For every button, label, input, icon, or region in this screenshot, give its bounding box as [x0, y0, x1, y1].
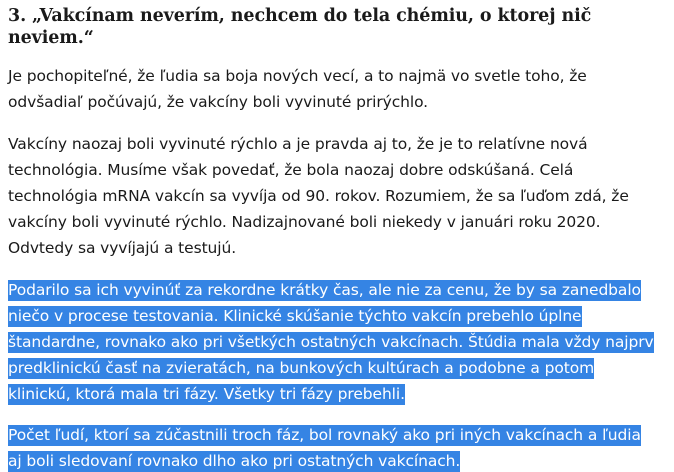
text-line: technológia. Musíme však povedať, že bola naozaj dobre odskúšaná. Celá [8, 161, 574, 179]
text-line: odvšadiaľ počúvajú, že vakcíny boli vyvinuté prirýchlo. [8, 93, 429, 111]
selected-text-line[interactable]: predklinickú časť na zvieratách, na bunkových kultúrach a podobne a potom [8, 359, 595, 377]
selected-text-line[interactable]: Počet ľudí, ktorí sa zúčastnili troch fáz, bol rovnaký ako pri iných vakcínach a ľudia [8, 426, 641, 444]
text-line: Je pochopiteľné, že ľudia sa boja nových vecí, a to najmä vo svetle toho, že [8, 67, 587, 85]
text-line: Vakcíny naozaj boli vyvinuté rýchlo a je pravda aj to, že je to relatívne nová [8, 135, 588, 153]
selected-text-line[interactable]: aj boli sledovaní rovnako dlho ako pri ostatných vakcínach. [8, 452, 461, 470]
selected-text-line[interactable]: klinickú, ktorá mala tri fázy. Všetky tri fázy prebehli. [8, 385, 405, 403]
selected-text-line[interactable]: niečo v procese testovania. Klinické skúšanie týchto vakcín prebehlo úplne [8, 307, 582, 325]
text-line: vakcíny boli vyvinuté rýchlo. Nadizajnované boli niekedy v januári roku 2020. [8, 213, 601, 231]
paragraph-4-selected[interactable] [8, 422, 644, 472]
text-line: technológia mRNA vakcín sa vyvíja od 90. rokov. Rozumiem, že sa ľuďom zdá, že [8, 187, 629, 205]
selected-text-line[interactable]: štandardne, rovnako ako pri všetkých ostatných vakcínach. Štúdia mala vždy najprv [8, 333, 654, 351]
paragraph-1 [8, 63, 644, 115]
section-heading: 3. „Vakcínam neverím, nechcem do tela chémiu, o ktorej nič neviem.“ [8, 6, 592, 48]
text-line: Odvtedy sa vyvíjajú a testujú. [8, 239, 237, 257]
selected-text-line[interactable]: Podarilo sa ich vyvinúť za rekordne krátky čas, ale nie za cenu, že by sa zanedbalo [8, 281, 641, 299]
paragraph-2 [8, 131, 644, 261]
paragraph-3-selected[interactable] [8, 277, 654, 407]
